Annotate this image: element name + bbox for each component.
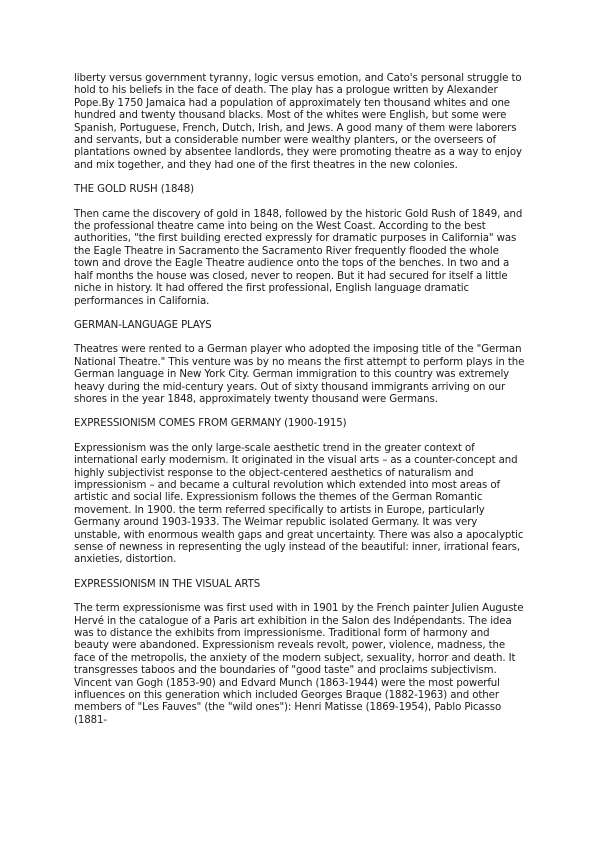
document-page [74,73,526,739]
heading-expressionism-visual-arts: EXPRESSIONISM IN THE VISUAL ARTS [74,578,261,590]
heading-german-language-plays: GERMAN-LANGUAGE PLAYS [74,319,212,331]
paragraph-cato-jamaica: liberty versus government tyranny, logic versus emotion, and Cato's personal struggle to hold to his beliefs in the face of death. The play has a prologue written by Alexander Pope.By 1750 Jamaica had a population of approximately ten thousand whites and one hundred and twenty thousand blacks. Most of the whites were English, but some were Spanish, Portuguese, French, Dutch, Irish, and Jews. A good many of them were laborers and servants, but a considerable number were wealthy planters, or the overseers of plantations owned by absentee landlords, they were promoting theatre as a way to enjoy and mix together, and they had one of the first theatres in the new colonies. [74,73,522,171]
paragraph-expressionism: Expressionism was the only large-scale aesthetic trend in the greater context of international early modernism. It originated in the visual arts – as a counter-concept and highly subjectivist response to the object-centered aesthetics of naturalism and impressionism – and became a cultural revolution which extended into most areas of artistic and social life. Expressionism follows the themes of the German Romantic movement. In 1900. the term referred specifically to artists in Europe, particularly Germany around 1903-1933. The Weimar republic isolated Germany. It was very unstable, with enormous wealth gaps and great uncertainty. There was also a apocalyptic sense of newness in representing the ugly instead of the beautiful: inner, irrational fears, anxieties, distortion. [74,442,524,566]
paragraph-gold-rush: Then came the discovery of gold in 1848, followed by the historic Gold Rush of 1849, and the professional theatre came into being on the West Coast. According to the best authorities, "the first building erected expressly for dramatic purposes in California" was the Eagle Theatre in Sacramento the Sacramento River frequently flooded the whole town and drove the Eagle Theatre audience onto the tops of the benches. In two and a half months the house was closed, never to reopen. But it had secured for itself a little niche in history. It had offered the first professional, English language dramatic performances in California. [74,208,523,307]
paragraph-german-plays: Theatres were rented to a German player who adopted the imposing title of the "German National Theatre." This venture was by no means the first attempt to perform plays in the German language in New York City. German immigration to this country was extremely heavy during the mid-century years. Out of sixty thousand immigrants arriving on our shores in the year 1848, approximately twenty thousand were Germans. [74,344,525,405]
heading-expressionism-germany: EXPRESSIONISM COMES FROM GERMANY (1900-1915) [74,418,347,430]
heading-gold-rush: THE GOLD RUSH (1848) [74,184,195,196]
paragraph-visual-arts: The term expressionisme was first used with in 1901 by the French painter Julien Auguste Hervé in the catalogue of a Paris art exhibition in the Salon des Indépendants. The idea was to distance the exhibits from impressionisme. Traditional form of harmony and beauty were abandoned. Expressionism reveals revolt, power, violence, madness, the face of the metropolis, the anxiety of the modern subject, sexuality, horror and death. It transgresses taboos and the boundaries of "good taste" and proclaims subjectivism. Vincent van Gogh (1853-90) and Edvard Munch (1863-1944) were the most powerful influences on this generation which included Georges Braque (1882-1963) and other members of "Les Fauves" (the "wild ones"): Henri Matisse (1869-1954), Pablo Picasso (1881- [74,603,524,726]
